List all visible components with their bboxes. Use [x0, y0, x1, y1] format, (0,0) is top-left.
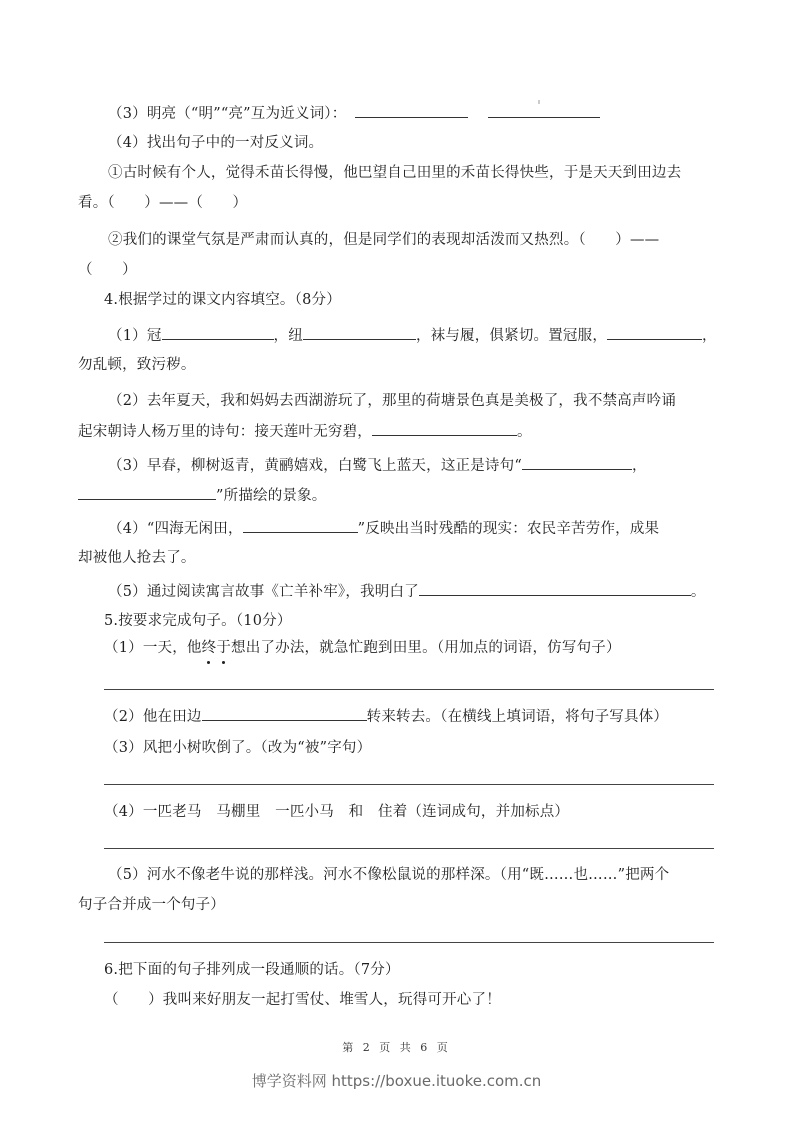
question-3-sub-3 [108, 103, 723, 124]
answer-blank[interactable] [303, 325, 416, 340]
question-5-title: 5.按要求完成句子。（10分） [104, 613, 292, 629]
question-text: ， [702, 328, 717, 344]
question-6-item-1: （ ）我叫来好朋友一起打雪仗、堆雪人，玩得可开心了！ [104, 992, 501, 1008]
answer-blank[interactable] [355, 103, 468, 118]
antonym-sentence-2-answer: （ ） [78, 262, 137, 278]
question-4-item-4-cont: 却被他人抢去了。 [78, 550, 196, 566]
question-text: 转来转去。（在横线上填词语，将句子写具体） [366, 709, 669, 725]
question-text: 想出了办法，就急忙跑到田里。（用加点的词语，仿写句子） [231, 640, 621, 656]
question-text: ”反映出当时残酷的现实：农民辛苦劳作，成果 [357, 521, 660, 537]
question-text: 。 [517, 424, 532, 440]
answer-blank[interactable] [488, 103, 600, 118]
question-5-item-1 [104, 638, 749, 658]
question-6-title: 6.把下面的句子排列成一段通顺的话。（7分） [104, 962, 400, 978]
question-4-item-3-cont [78, 485, 723, 506]
emphasis-dotted-char: 终 [201, 640, 217, 656]
answer-line[interactable] [104, 848, 714, 849]
answer-blank[interactable] [372, 421, 517, 436]
question-4-item-1-cont: 勿乱顿，致污秽。 [78, 357, 196, 373]
emphasis-dotted-char: 于 [216, 640, 232, 656]
question-5-item-5-cont: 句子合并成一个句子） [78, 897, 225, 913]
question-text: （1）冠 [108, 328, 162, 344]
answer-blank[interactable] [522, 455, 632, 470]
question-text: 。 [690, 584, 706, 600]
question-5-item-2 [104, 706, 749, 727]
question-4-item-3 [108, 455, 723, 476]
question-text: ， [631, 458, 647, 474]
answer-blank[interactable] [243, 518, 358, 533]
question-4-item-5 [108, 581, 723, 602]
question-text: ，袜与履，俱紧切。置冠服， [415, 328, 608, 344]
question-5-item-5: （5）河水不像老牛说的那样浅。河水不像松鼠说的那样深。（用“既……也……”把两个 [108, 867, 670, 883]
question-text: （5）通过阅读寓言故事《亡羊补牢》，我明白了 [108, 584, 419, 600]
answer-line[interactable] [104, 784, 714, 785]
question-4-item-4 [108, 518, 723, 539]
question-4-title: 4.根据学过的课文内容填空。（8分） [104, 292, 341, 308]
question-4-item-1 [108, 325, 723, 346]
watermark: 博学资料网 https://boxue.ituoke.com.cn [251, 1072, 542, 1090]
answer-line[interactable] [104, 942, 714, 943]
page-indicator: 第 2 页 共 6 页 [342, 1041, 451, 1054]
answer-blank[interactable] [607, 325, 702, 340]
question-text: （3）早春，柳树返青，黄鹂嬉戏，白鹭飞上蓝天，这正是诗句“ [108, 458, 522, 474]
question-4-item-2-cont [78, 421, 723, 442]
answer-blank[interactable] [162, 325, 274, 340]
question-text: （3）明亮（“明”“亮”互为近义词）： [108, 106, 347, 122]
question-text: （1）一天，他 [104, 640, 202, 656]
question-text: 起宋朝诗人杨万里的诗句：接天莲叶无穷碧， [78, 424, 372, 440]
question-5-item-4: （4）一匹老马 马棚里 一匹小马 和 住着（连词成句，并加标点） [104, 804, 570, 820]
answer-blank[interactable] [419, 581, 691, 596]
antonym-sentence-1-answer: 看。（ ）——（ ） [78, 195, 248, 211]
answer-line[interactable] [104, 689, 714, 690]
question-text: （4）“四海无闲田， [108, 521, 243, 537]
antonym-sentence-1: ①古时候有个人，觉得禾苗长得慢，他巴望自己田里的禾苗长得快些，于是天天到田边去 [108, 165, 682, 181]
answer-blank[interactable] [78, 485, 216, 500]
question-text: （2）他在田边 [104, 709, 202, 725]
question-4-item-2: （2）去年夏天，我和妈妈去西湖游玩了，那里的荷塘景色真是美极了，我不禁高声吟诵 [108, 393, 677, 409]
question-text: ”所描绘的景象。 [216, 488, 327, 504]
answer-blank[interactable] [202, 706, 367, 721]
question-text: ，纽 [273, 328, 303, 344]
question-3-sub-4: （4）找出句子中的一对反义词。 [108, 135, 324, 151]
question-5-item-3: （3）风把小树吹倒了。（改为“被”字句） [104, 740, 372, 756]
antonym-sentence-2: ②我们的课堂气氛是严肃而认真的，但是同学们的表现却活泼而又热烈。（ ）—— [108, 232, 660, 248]
